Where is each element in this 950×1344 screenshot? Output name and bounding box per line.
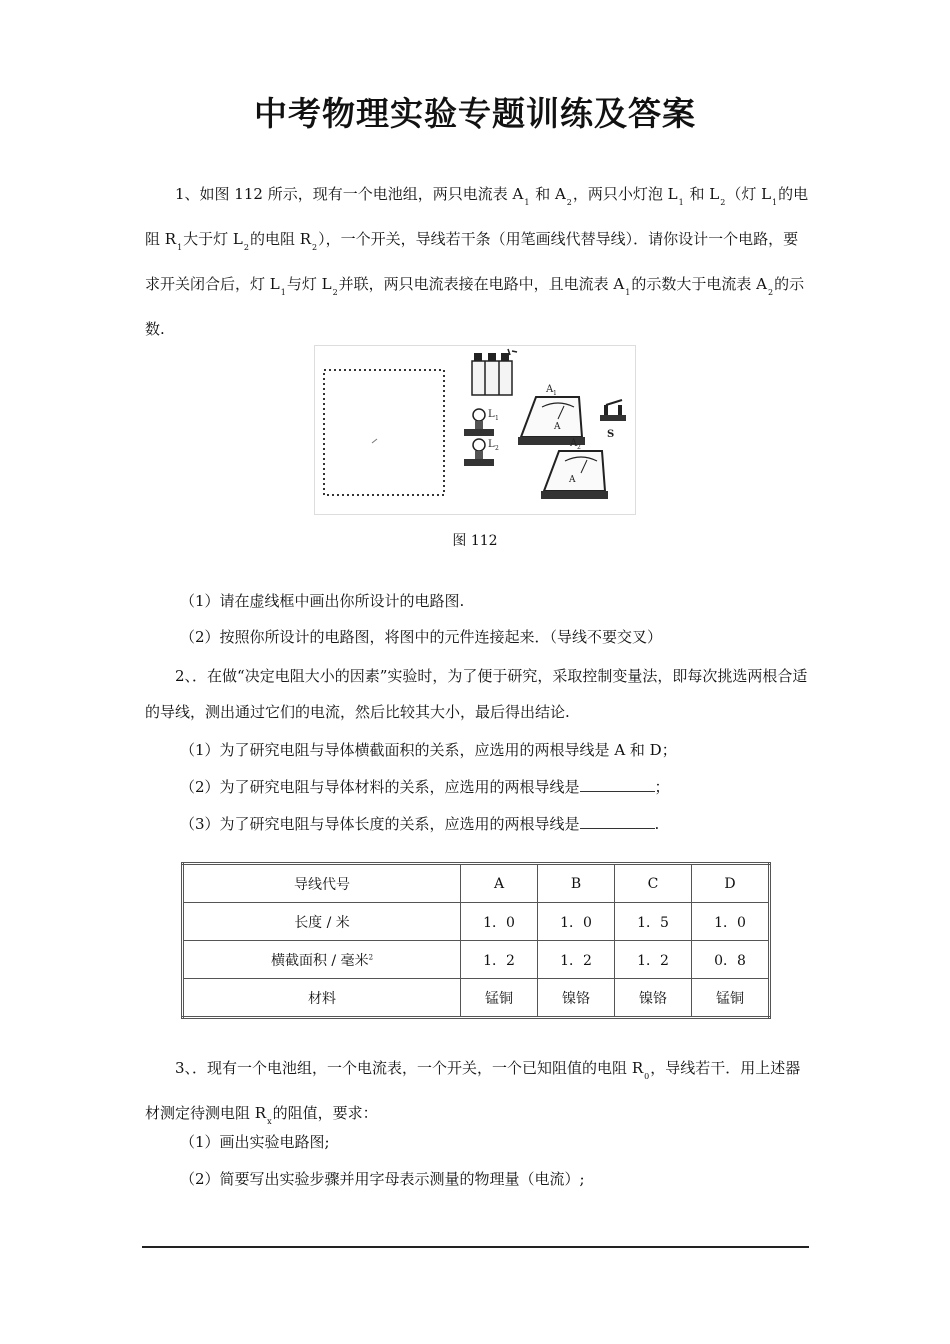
figure-112 <box>314 345 636 515</box>
bulb-l2-icon <box>464 439 499 466</box>
question-2-sub-3: （3）为了研究电阻与导体长度的关系，应选用的两根导线是 . <box>180 815 660 833</box>
table-row <box>183 941 770 979</box>
ammeter-a2-label-sub: 2 <box>577 444 581 451</box>
question-3-sub-1: （1）画出实验电路图; <box>180 1133 330 1151</box>
table-cell: 1．0 <box>692 903 770 941</box>
table-row-label: 长度 / 米 <box>183 903 461 941</box>
table-cell: 1．2 <box>615 941 692 979</box>
table-cell: 0．8 <box>692 941 770 979</box>
question-1-sub-1: （1）请在虚线框中画出你所设计的电路图. <box>180 592 465 610</box>
ammeter-a1-face-label: A <box>554 422 561 432</box>
answer-blank-2[interactable] <box>580 779 655 792</box>
bulb-l1-label: L <box>488 409 495 420</box>
table-cell: 1．0 <box>538 903 615 941</box>
table-cell: D <box>692 864 770 903</box>
ammeter-a1-label: A <box>546 384 554 395</box>
dashed-drawing-box <box>324 370 444 495</box>
circuit-components-illustration <box>314 345 636 515</box>
question-3-text: 3、．现有一个电池组，一个电流表，一个开关，一个已知阻值的电阻 $R_0$，导线若干．用上述器材测定待测电阻 $R_x$的阻值，要求： <box>145 1059 801 1126</box>
table-cell: 锰铜 <box>461 979 538 1018</box>
table-cell: 锰铜 <box>692 979 770 1018</box>
answer-blank-3[interactable] <box>580 816 655 829</box>
switch-label: S <box>607 429 615 440</box>
question-2-sub-1: （1）为了研究电阻与导体横截面积的关系，应选用的两根导线是 A 和 D； <box>180 741 677 759</box>
table-cell: 1．2 <box>461 941 538 979</box>
table-row-label: 导线代号 <box>183 864 461 903</box>
table-cell: C <box>615 864 692 903</box>
battery-pack-icon <box>472 349 517 395</box>
question-2-intro: 2、．在做“决定电阻大小的因素”实验时，为了便于研究，采取控制变量法，即每次挑选两根合适的导线，测出通过它们的电流，然后比较其大小，最后得出结论. <box>145 667 808 721</box>
page-footer-rule <box>142 1246 809 1248</box>
table-cell: 1．0 <box>461 903 538 941</box>
bulb-l2-label-sub: 2 <box>495 445 499 452</box>
bulb-l1-label-sub: 1 <box>495 415 499 422</box>
ammeter-a2-face-label: A <box>569 475 576 485</box>
table-row-label: 横截面积 / 毫米$^2$ <box>183 941 461 979</box>
table-row-label: 材料 <box>183 979 461 1018</box>
question-1-text: 1、如图 112 所示，现有一个电池组，两只电流表 $A_1$ 和 $A_2$，两只小灯泡 $L_1$ 和 $L_2$（灯 $L_1$的电阻 $R_1$大于灯 $L_2$的电阻 $R_2$），一个开关，导线若干条（用笔画线代替导线）．请你设计一个电路，要求开关闭合后，灯 $L_1$与灯 $L_2$并联，两只电流表接在电路中，且电流表 $A_1$的示数大于电流表 $A_2$的示数. <box>145 185 809 338</box>
table-cell: 1．5 <box>615 903 692 941</box>
figure-caption: 图 112 <box>452 533 498 549</box>
switch-icon <box>600 400 626 440</box>
ammeter-a2-icon <box>541 438 608 499</box>
table-cell: A <box>461 864 538 903</box>
table-cell: 镍铬 <box>615 979 692 1018</box>
table-row <box>183 903 770 941</box>
table-row <box>183 979 770 1018</box>
ammeter-a2-label: A <box>570 438 578 449</box>
table-row <box>183 864 770 903</box>
question-3-sub-2: （2）简要写出实验步骤并用字母表示测量的物理量（电流）; <box>180 1170 585 1188</box>
table-cell: 1．2 <box>538 941 615 979</box>
table-cell: B <box>538 864 615 903</box>
bulb-l2-label: L <box>488 439 495 450</box>
table-cell: 镍铬 <box>538 979 615 1018</box>
question-1-sub-2: （2）按照你所设计的电路图，将图中的元件连接起来．（导线不要交叉） <box>180 628 663 646</box>
question-2-sub-2: （2）为了研究电阻与导体材料的关系，应选用的两根导线是 ； <box>180 778 670 796</box>
ammeter-a1-icon <box>518 384 585 445</box>
bulb-l1-icon <box>464 409 499 436</box>
wire-properties-table <box>181 862 771 1019</box>
page-title: 中考物理实验专题训练及答案 <box>254 94 696 133</box>
ammeter-a1-label-sub: 1 <box>553 390 557 397</box>
